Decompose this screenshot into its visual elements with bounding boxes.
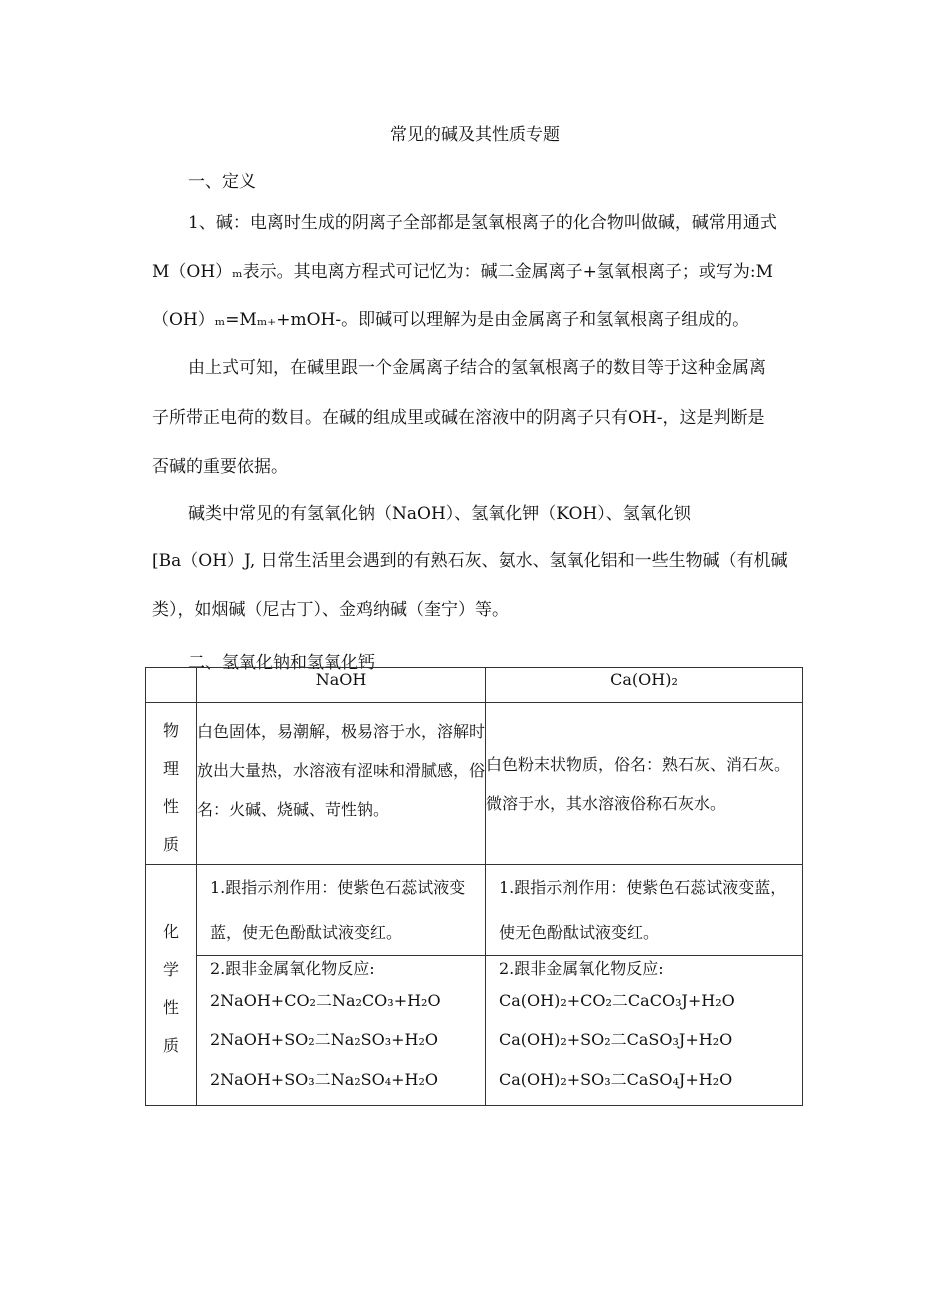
table-row-chemical-indicator [146, 865, 803, 956]
section-heading-naoh-caoh2: 二、氢氧化钠和氢氧化钙 [188, 653, 375, 673]
naoh-physical-properties: 白色固体，易潮解，极易溶于水，溶解时放出大量热，水溶液有涩味和滑腻感，俗名：火碱、烧碱、苛性钠。 [197, 703, 486, 865]
naoh-equation-so2: 2NaOH+SO₂二Na₂SO₃+H₂O [210, 1030, 439, 1049]
caoh2-physical-properties: 白色粉末状物质，俗名：熟石灰、消石灰。微溶于水，其水溶液俗称石灰水。 [486, 703, 803, 865]
caoh2-equation-so2: Ca(OH)₂+SO₂二CaSO₃J+H₂O [499, 1030, 733, 1049]
comparison-table [145, 667, 803, 1106]
paragraph3-line-3: 类），如烟碱（尼古丁）、金鸡纳碱（奎宁）等。 [152, 600, 509, 620]
naoh-equation-so3: 2NaOH+SO₃二Na₂SO₄+H₂O [210, 1070, 439, 1089]
caoh2-indicator-reaction: 1.跟指示剂作用：使紫色石蕊试液变蓝，使无色酚酞试液变红。 [486, 865, 803, 956]
page-title: 常见的碱及其性质专题 [390, 125, 560, 145]
table-header-row [146, 668, 803, 703]
naoh-equation-co2: 2NaOH+CO₂二Na₂CO₃+H₂O [210, 991, 441, 1010]
naoh-oxide-title: 2.跟非金属氧化物反应: [210, 959, 375, 978]
row-label-physical: 物 理 性 质 [146, 703, 197, 865]
naoh-indicator-reaction: 1.跟指示剂作用：使紫色石蕊试液变蓝，使无色酚酞试液变红。 [197, 865, 486, 956]
table-row-physical [146, 703, 803, 865]
header-empty-cell [146, 668, 197, 703]
table-row-chemical-oxide [146, 956, 803, 1106]
caoh2-equation-so3: Ca(OH)₂+SO₃二CaSO₄J+H₂O [499, 1070, 733, 1089]
row-label-chemical: 化 学 性 质 [146, 865, 197, 1106]
header-caoh2: Ca(OH)₂ [486, 668, 803, 703]
definition-line-2: M（OH）ₘ表示。其电离方程式可记忆为：碱二金属离子+氢氧根离子；或写为:M [152, 262, 773, 282]
paragraph2-line-3: 否碱的重要依据。 [152, 457, 288, 477]
section-heading-definition: 一、定义 [188, 172, 256, 192]
definition-line-1: 1、碱：电离时生成的阴离子全部都是氢氧根离子的化合物叫做碱，碱常用通式 [188, 213, 777, 233]
paragraph2-line-2: 子所带正电荷的数目。在碱的组成里或碱在溶液中的阴离子只有OH-，这是判断是 [152, 408, 765, 428]
caoh2-equation-co2: Ca(OH)₂+CO₂二CaCO₃J+H₂O [499, 991, 735, 1010]
caoh2-oxide-reactions [486, 956, 803, 1106]
header-naoh: NaOH [197, 668, 486, 703]
caoh2-oxide-title: 2.跟非金属氧化物反应: [499, 959, 664, 978]
paragraph3-line-2: [Ba（OH）J, 日常生活里会遇到的有熟石灰、氨水、氢氧化铝和一些生物碱（有机碱 [152, 551, 788, 571]
paragraph2-line-1: 由上式可知，在碱里跟一个金属离子结合的氢氧根离子的数目等于这种金属离 [188, 358, 766, 378]
definition-line-3: （OH）ₘ=Mₘ₊+mOH-。即碱可以理解为是由金属离子和氢氧根离子组成的。 [152, 310, 750, 330]
naoh-oxide-reactions [197, 956, 486, 1106]
paragraph3-line-1: 碱类中常见的有氢氧化钠（NaOH）、氢氧化钾（KOH）、氢氧化钡 [188, 504, 691, 524]
